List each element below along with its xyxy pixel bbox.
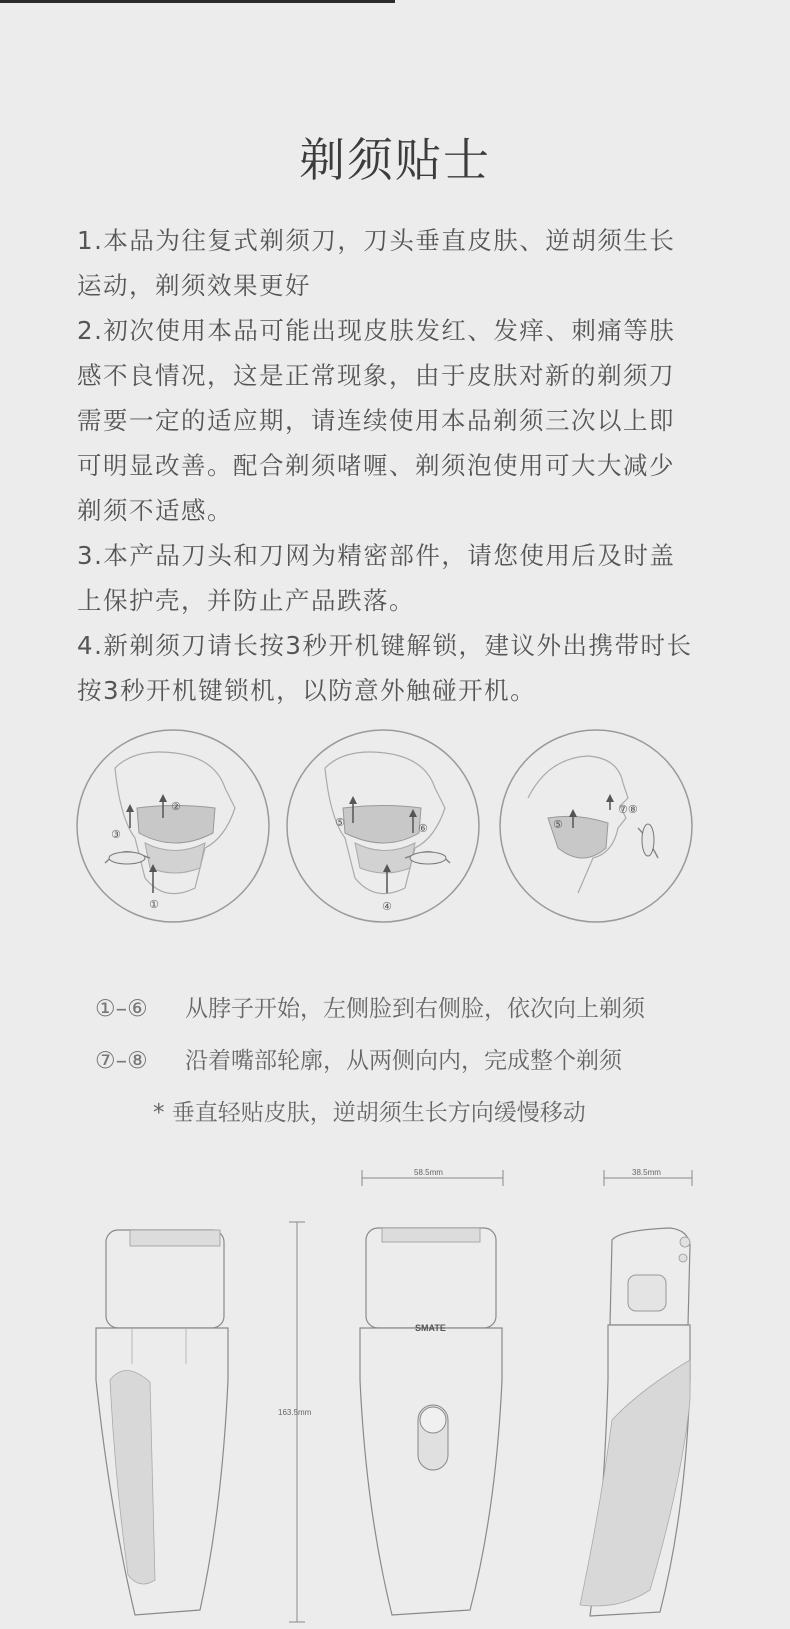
step-label: ⑤ xyxy=(553,818,563,831)
top-divider-bar xyxy=(0,0,395,3)
tips-list xyxy=(77,218,717,713)
step-label: ③ xyxy=(111,828,121,841)
tip-line: 1.本品为往复式剃须刀，刀头垂直皮肤、逆胡须生长 xyxy=(77,226,676,255)
legend-row-2 xyxy=(95,1042,622,1075)
depth-label: 38.5mm xyxy=(632,1168,661,1177)
shaving-illustration-right xyxy=(498,728,694,924)
tip-line: 需要一定的适应期，请连续使用本品剃须三次以上即 xyxy=(77,406,675,435)
tip-line: 3.本产品刀头和刀网为精密部件，请您使用后及时盖 xyxy=(77,541,676,570)
step-label: ⑥ xyxy=(418,822,428,835)
tip-line: 剃须不适感。 xyxy=(77,496,233,525)
shaving-illustration-left xyxy=(75,728,271,924)
legend-text: 从脖子开始，左侧脸到右侧脸，依次向上剃须 xyxy=(185,996,645,1022)
tip-line: 按3秒开机键锁机，以防意外触碰开机。 xyxy=(77,676,537,705)
product-dimensions xyxy=(0,1150,790,1629)
legend-key: ①–⑥ xyxy=(95,996,148,1022)
step-label: ① xyxy=(149,898,159,911)
legend-row-1 xyxy=(95,990,645,1023)
tip-line: 2.初次使用本品可能出现皮肤发红、发痒、刺痛等肤 xyxy=(77,316,676,345)
step-label: ④ xyxy=(382,900,392,913)
step-label: ② xyxy=(171,800,181,813)
tip-line: 可明显改善。配合剃须啫喱、剃须泡使用可大大减少 xyxy=(77,451,675,480)
tip-line: 4.新剃须刀请长按3秒开机键解锁，建议外出携带时长 xyxy=(77,631,693,660)
height-label: 163.5mm xyxy=(278,1408,312,1417)
product-drawings xyxy=(0,1150,790,1629)
brand-logo-text: SMATE xyxy=(415,1323,446,1333)
width-label: 58.5mm xyxy=(414,1168,443,1177)
legend-text: 沿着嘴部轮廓，从两侧向内，完成整个剃须 xyxy=(185,1048,622,1074)
page-title: 剃须贴士 xyxy=(299,133,491,187)
legend-key: ⑦–⑧ xyxy=(95,1048,148,1074)
step-label: ⑦⑧ xyxy=(618,803,638,816)
legend-note: * 垂直轻贴皮肤，逆胡须生长方向缓慢移动 xyxy=(153,1100,586,1126)
tip-line: 上保护壳，并防止产品跌落。 xyxy=(77,586,415,615)
tip-line: 感不良情况，这是正常现象，由于皮肤对新的剃须刀 xyxy=(77,361,675,390)
tip-line: 运动，剃须效果更好 xyxy=(77,271,311,300)
shaver-front-angled xyxy=(96,1230,228,1615)
shaver-side xyxy=(580,1228,690,1616)
shaving-illustration-center xyxy=(285,728,481,924)
shaver-front xyxy=(360,1228,502,1615)
step-label: ⑤ xyxy=(335,816,345,829)
